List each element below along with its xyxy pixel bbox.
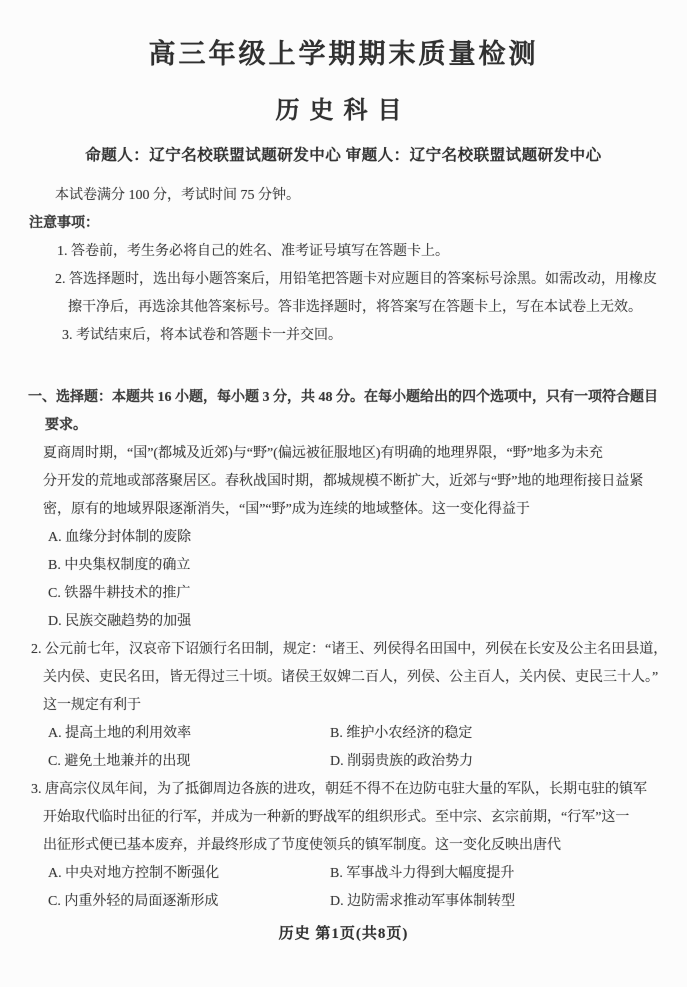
question-3-options-row xyxy=(0,860,687,888)
question-2-stem-line: 2. 公元前七年，汉哀帝下诏颁行名田制，规定：“诸王、列侯得名田国中，列侯在长安及公主名田县道， xyxy=(31,642,668,657)
question-2-options-row xyxy=(0,748,687,776)
page-footer: 历史 第1页(共8页) xyxy=(278,926,409,942)
question-1-option-d: D. 民族交融趋势的加强 xyxy=(48,614,192,629)
question-2-option-d: D. 削弱贵族的政治势力 xyxy=(330,754,474,769)
section-heading-continued: 要求。 xyxy=(45,418,87,433)
question-2-option-c: C. 避免土地兼并的出现 xyxy=(48,754,191,769)
question-1-stem-line: 夏商周时期，“国”(都城及近郊)与“野”(偏远被征服地区)有明确的地理界限，“野”地多为未充 xyxy=(43,446,603,461)
note-line-1: 1. 答卷前，考生务必将自己的姓名、准考证号填写在答题卡上。 xyxy=(57,244,449,259)
question-2-option-b: B. 维护小农经济的稳定 xyxy=(330,726,473,741)
question-1-option-c: C. 铁器牛耕技术的推广 xyxy=(48,586,191,601)
question-1-stem-line: 分开发的荒地或部落聚居区。春秋战国时期，都城规模不断扩大，近郊与“野”地的地理衔接日益紧 xyxy=(43,474,644,489)
note-line-2: 2. 答选择题时，选出每小题答案后，用铅笔把答题卡对应题目的答案标号涂黑。如需改动，用橡皮 xyxy=(55,272,657,287)
question-3-stem-line: 开始取代临时出征的行军，并成为一种新的野战军的组织形式。至中宗、玄宗前期，“行军”这一 xyxy=(43,810,630,825)
body-text xyxy=(0,182,687,948)
question-1-option-b: B. 中央集权制度的确立 xyxy=(48,558,191,573)
subject-title: 历史科目 xyxy=(275,98,412,124)
question-2-options-row xyxy=(0,720,687,748)
exam-title: 高三年级上学期期末质量检测 xyxy=(148,39,539,69)
note-line-3: 3. 考试结束后，将本试卷和答题卡一并交回。 xyxy=(62,328,342,343)
question-3-option-b: B. 军事战斗力得到大幅度提升 xyxy=(330,866,515,881)
question-2 xyxy=(0,636,687,776)
question-3-stem-line: 3. 唐高宗仪凤年间，为了抵御周边各族的进攻，朝廷不得不在边防屯驻大量的军队，长期屯驻的镇军 xyxy=(31,782,647,797)
setters-line: 命题人：辽宁名校联盟试题研发中心 审题人：辽宁名校联盟试题研发中心 xyxy=(85,147,602,164)
question-3-option-a: A. 中央对地方控制不断强化 xyxy=(48,866,220,881)
question-3-option-c: C. 内重外轻的局面逐渐形成 xyxy=(48,894,219,909)
question-1-option-a: A. 血缘分封体制的废除 xyxy=(48,530,192,545)
question-2-option-a: A. 提高土地的利用效率 xyxy=(48,726,192,741)
question-2-stem-line: 关内侯、吏民名田，皆无得过三十顷。诸侯王奴婢二百人，列侯、公主百人，关内侯、吏民三十人。” xyxy=(43,670,659,685)
question-1 xyxy=(0,440,687,636)
question-3-option-d: D. 边防需求推动军事体制转型 xyxy=(330,894,516,909)
section-heading: 一、选择题：本题共 16 小题，每小题 3 分，共 48 分。在每小题给出的四个选项中，只有一项符合题目 xyxy=(28,390,658,405)
question-1-stem-line: 密，原有的地域界限逐渐消失，“国”“野”成为连续的地域整体。这一变化得益于 xyxy=(43,502,530,517)
notes-label: 注意事项： xyxy=(29,216,99,231)
exam-info-line: 本试卷满分 100 分，考试时间 75 分钟。 xyxy=(55,188,300,203)
question-3 xyxy=(0,776,687,916)
question-2-stem-line: 这一规定有利于 xyxy=(43,698,141,713)
note-line-2-continued: 擦干净后，再选涂其他答案标号。答非选择题时，将答案写在答题卡上，写在本试卷上无效。 xyxy=(68,300,642,315)
question-3-options-row xyxy=(0,888,687,916)
question-3-stem-line: 出征形式便已基本废弃，并最终形成了节度使领兵的镇军制度。这一变化反映出唐代 xyxy=(43,838,561,853)
